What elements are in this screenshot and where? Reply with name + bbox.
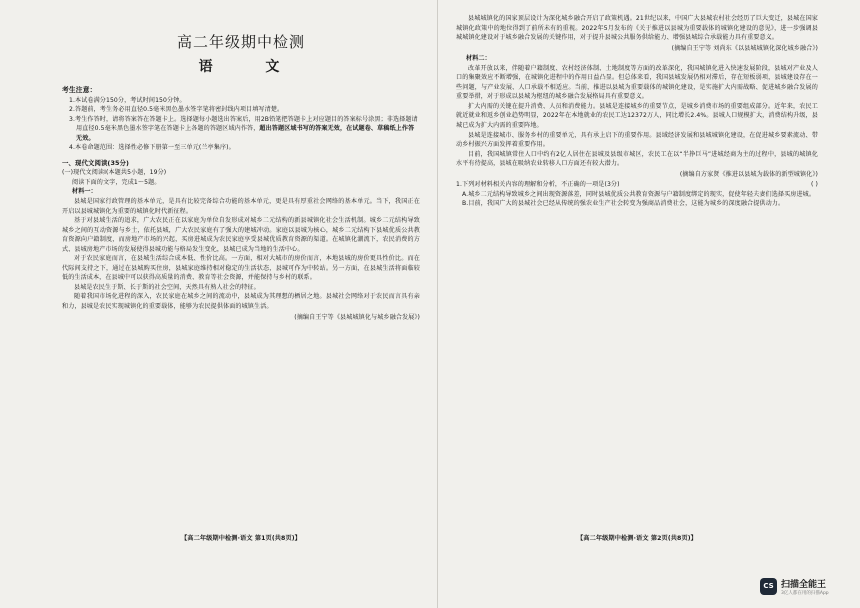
material-1-heading: 材料一： [72,188,97,196]
subsection-heading: (一)现代文阅读Ⅰ(本题共5小题，19分) [62,169,167,177]
camscanner-logo-icon: CS [760,578,777,595]
notice-item: 1.本试卷满分150分，考试时间150分钟。 [69,96,186,104]
notice-heading: 考生注意： [62,86,97,94]
paragraph: 改革开放以来，伴随着户籍制度、农村经济体制、土地制度等方面的改革深化，我国城镇化进入快速发展阶段，县城对产业及人口的集聚效应不断增强，在城镇化进程中的作用日益凸显。但总体来看，我国县城发展仍相对滞后，存在短板弱项，县城建设存在一些问题，与产业发展、人口承载不相适应。当前，推进以县城为重要载体的城镇化建设，是实施扩大内需战略、促进城乡融合发展的重要举措，对于形成以县城为枢纽的城乡融合发展格局具有重要意义。 [456,64,818,101]
answer-bracket: ( ) [811,181,818,189]
page-left [62,14,420,559]
paragraph: 随着我国市场化进程的深入，农民家庭在城乡之间的流动中，县城成为其理想的栖居之地。县城社会网络对于农民而言具有亲和力，县城是农民实现城镇化的重要载体，能够为农民提供体面的城镇生活。 [62,293,420,311]
notice-emphasis: 超出答题区域书写的答案无效，在试题卷、草稿纸上作答无效。 [76,125,415,142]
notice-list [62,96,420,153]
page-fold-line [437,0,438,608]
paragraph: 县城城镇化的国家顶层设计为深化城乡融合开启了政策机遇。21世纪以来，中国广大县城农村社会经历了巨大变迁，县城在国家城镇化政策中的地位得到了前所未有的重视。2022年5月发布的《关于推进以县城为重要载体的城镇化建设的意见》，进一步强调县城城镇化建设对于城乡融合发展的关键作用，对于提升县城公共服务供给能力、增强县城综合承载能力具有重要意义。 [456,15,818,42]
notice-item-text: 3.考生作答时，请将答案答在答题卡上。选择题每小题选出答案后，用2B铅笔把答题卡上对应题目的答案标号涂黑；非选择题请用直径0.5毫米黑色墨水签字笔在答题卡上各题的答题区域内作答， [69,115,418,133]
paragraph: 目前，我国城镇常住人口中约有2亿人居住在县城及县级市城区，农民工在以“半挣巨马”进城经商为主的过程中，县城的城镇化水平有待提高，县城在吸纳农业转移人口方面还有较大潜力。 [456,150,818,168]
page-footer: 【高二年级期中检测·语文 第1页(共8页)】 [181,535,301,542]
paragraph: 扩大内需的关键在提升消费、人员和消费能力。县城是连接城乡的重要节点，是城乡消费市场的重要组成部分。近年来，农民工就近就业和返乡创业趋势明显，2022年在本地就业的农民工达12372万人，同比增长2.4%。县城人口规模扩大，消费结构升级，县城已成为扩大内需的重要阵地。 [456,102,818,130]
source-citation: (摘编自王宁等 刘尚东《以县城城镇化深化城乡融合》) [671,44,818,52]
subject-title: 语 文 [198,59,304,75]
material-2-heading: 材料二： [466,55,491,63]
question-option: A.城乡二元结构导致城乡之间出现资源落差，同时县城优质公共教育资源与户籍制度绑定的现实，促使年轻夫妻们选择买房进城。 [462,190,816,198]
question-1 [456,180,818,209]
watermark-name: 扫描全能王 [781,580,827,590]
notice-item: 4.本卷命题范围：选择性必修下册第一至三单元(兰亭集序)。 [69,144,235,152]
page-right [456,14,818,559]
exam-title: 高二年级期中检测 [176,33,305,51]
source-citation: (摘编自方家贤《推进以县城为载体的新型城镇化》) [679,170,818,178]
watermark-tagline: 3亿人都在用的扫描App [781,591,829,596]
section-heading: 一、现代文阅读(35分) [62,158,130,167]
paragraph: 对于农民家庭而言，在县城生活综合成本低、性价比高。一方面，相对大城市的房价而言，本地县城的房价更具性价比。而在代际间支持之下，通过在县城购买住房，县城家庭维持相对稳定的生活状态，县城可作为中转站。另一方面，在县城生活将面临较低的生活成本，在县城中可以获得高质量的消费、教育等社会资源，并能保持与乡村的联系。 [62,255,420,282]
source-citation: (摘编自王宁等《县城城镇化与城乡融合发展》) [294,313,420,321]
page-footer: 【高二年级期中检测·语文 第2页(共8页)】 [577,535,697,542]
notice-item [69,115,420,144]
question-stem [456,180,818,190]
paragraph: 县城是连接城市、服务乡村的重要单元，具有承上启下的重要作用。县域经济发展和县城城镇化建设，在促进城乡要素流动、带动乡村振兴方面发挥着重要作用。 [456,131,818,149]
paragraph: 县城是农民生于斯、长于斯的社会空间，天然具有熟人社会的特征。 [74,283,260,291]
paragraph: 基于对县域生活的追求，广大农民正在以家庭为单位自发形成对城乡二元结构的新县城镇化社会生活机制。城乡二元结构导致城乡之间的互动资源与乡土，依托县城，广大农民家庭有了强大的建城冲动。家庭以县城为核心，城乡二元结构下县城优质公共教育资源向户籍制度，而房地产市场的兴起，买房进城成为农民家庭享受县城优质教育资源的渠道。在城镇化潮流下，农民消费的方式、县城房地产市场的发展使得县城功能与格局发生变化，县城已成为当地的生活中心。 [62,217,420,253]
question-text: 1.下列对材料相关内容的理解和分析，不正确的一项是(3分) [456,181,620,189]
scanner-watermark [760,576,852,602]
question-option: B.目前，我国广大的县城社会已经从传统的强农业生产社会转变为强商品消费社会，这能为城乡的深度融合提供动力。 [462,200,785,208]
paragraph: 县城是国家行政管理的基本单元，是具有比较完备综合功能的基本单元，更是具有厚重社会网络的基本单元。当下，我国正在开启以县城城镇化为重要的城镇化时代新征程。 [62,198,420,215]
reading-instruction: 阅读下面的文字，完成1～5题。 [72,178,161,186]
notice-item: 2.答题前，考生务必用直径0.5毫米黑色墨水签字笔将密封线内项目填写清楚。 [69,106,284,114]
